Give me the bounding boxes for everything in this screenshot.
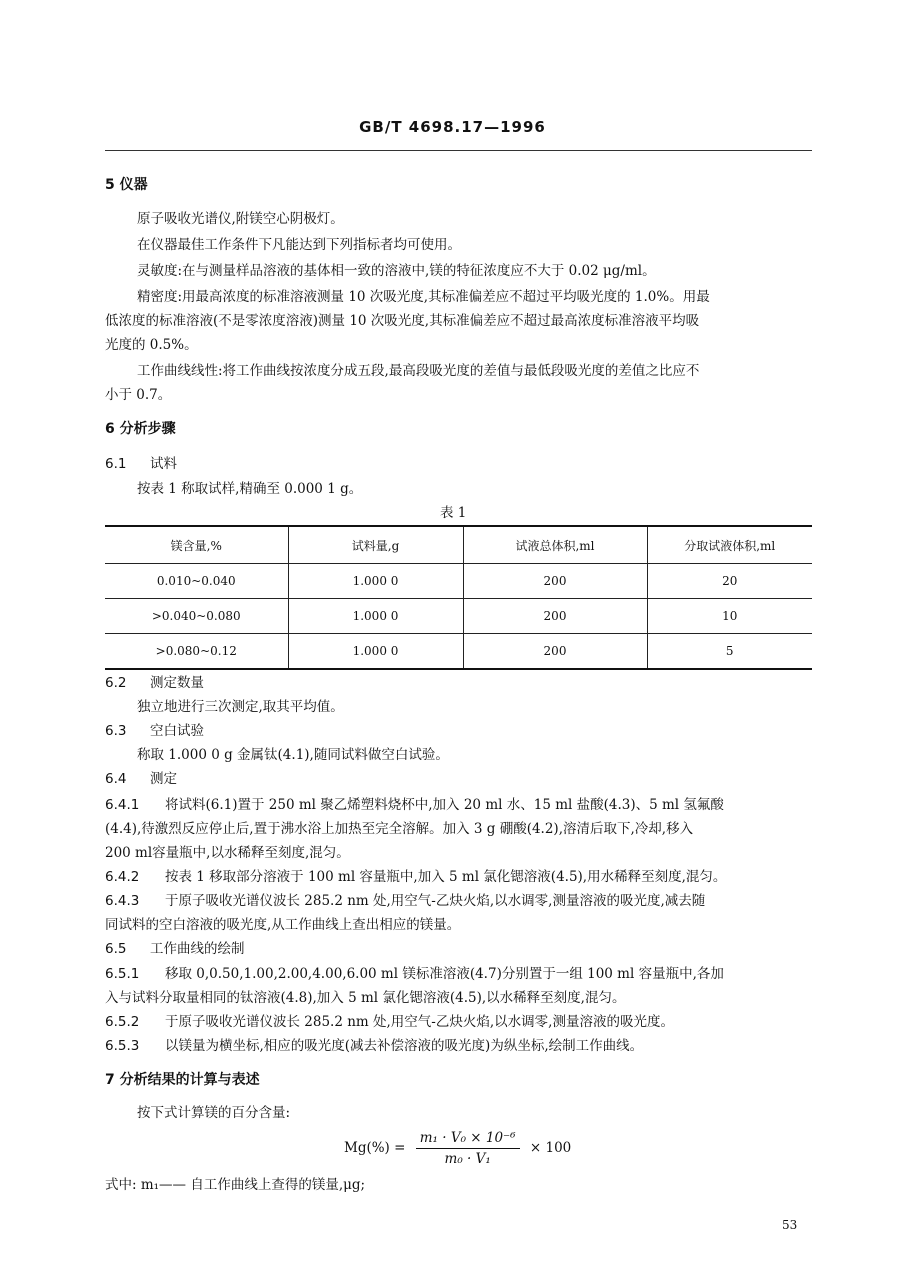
header-rule [105, 150, 812, 151]
table-header-sample-mass: 试料量,g [288, 527, 463, 564]
sec6-5-1-line-2: 入与试料分取量相同的钛溶液(4.8),加入 5 ml 氯化锶溶液(4.5),以水稀释至刻度,混匀。 [105, 990, 626, 1006]
sec6-4-3-line-1: 于原子吸收光谱仪波长 285.2 nm 处,用空气-乙炔火焰,以水调零,测量溶液的吸光度,减去随 [165, 893, 706, 909]
sec6-4-2-line-1: 按表 1 移取部分溶液于 100 ml 容量瓶中,加入 5 ml 氯化锶溶液(4.5),用水稀释至刻度,混匀。 [165, 869, 727, 885]
section-6-4-3-number: 6.4.3 [105, 893, 140, 909]
table-cell: 5 [647, 634, 812, 670]
section-6-5-1-number: 6.5.1 [105, 966, 140, 982]
table-row [105, 634, 812, 670]
section-6-3-title: 空白试验 [150, 723, 204, 739]
sec6-1-paragraph: 按表 1 称取试样,精确至 0.000 1 g。 [137, 481, 363, 497]
table-header-mg-content: 镁含量,% [105, 527, 288, 564]
table-cell: 200 [463, 599, 647, 634]
table-header-aliquot-volume: 分取试液体积,ml [647, 527, 812, 564]
formula [344, 1130, 571, 1167]
sec5-paragraph-5-line-2: 小于 0.7。 [105, 387, 172, 403]
section-6-3-number: 6.3 [105, 723, 127, 739]
sec5-paragraph-5-line-1: 工作曲线线性:将工作曲线按浓度分成五段,最高段吸光度的差值与最低段吸光度的差值之比应不 [137, 363, 700, 379]
sec5-paragraph-4-line-3: 光度的 0.5%。 [105, 337, 198, 353]
table-1 [105, 527, 812, 670]
section-6-5-2-number: 6.5.2 [105, 1014, 140, 1030]
table-cell: 1.000 0 [288, 599, 463, 634]
table-row [105, 599, 812, 634]
section-6-5-number: 6.5 [105, 941, 127, 957]
sec6-5-1-line-1: 移取 0,0.50,1.00,2.00,4.00,6.00 ml 镁标准溶液(4.7)分别置于一组 100 ml 容量瓶中,各加 [165, 966, 724, 982]
section-6-5-3-number: 6.5.3 [105, 1038, 140, 1054]
table-cell: >0.040~0.080 [105, 599, 288, 634]
section-6-title: 6 分析步骤 [105, 421, 176, 437]
section-5-title: 5 仪器 [105, 177, 148, 193]
sec7-intro: 按下式计算镁的百分含量: [137, 1105, 291, 1121]
sec6-5-3-line-1: 以镁量为横坐标,相应的吸光度(减去补偿溶液的吸光度)为纵坐标,绘制工作曲线。 [165, 1038, 644, 1054]
section-6-4-1-number: 6.4.1 [105, 797, 140, 813]
table-row [105, 564, 812, 599]
table-cell: 20 [647, 564, 812, 599]
sec6-4-3-line-2: 同试料的空白溶液的吸光度,从工作曲线上查出相应的镁量。 [105, 917, 461, 933]
document-header: GB/T 4698.17—1996 [359, 118, 546, 136]
formula-where-line: 式中: m₁—— 自工作曲线上查得的镁量,μg; [105, 1177, 366, 1193]
table-cell: >0.080~0.12 [105, 634, 288, 670]
sec5-paragraph-3: 灵敏度:在与测量样品溶液的基体相一致的溶液中,镁的特征浓度应不大于 0.02 μg/ml。 [137, 263, 656, 279]
table-cell: 10 [647, 599, 812, 634]
section-6-2-title: 测定数量 [150, 675, 204, 691]
sec5-paragraph-4-line-1: 精密度:用最高浓度的标准溶液测量 10 次吸光度,其标准偏差应不超过平均吸光度的 1.0%。用最 [137, 289, 710, 305]
table-cell: 0.010~0.040 [105, 564, 288, 599]
sec5-paragraph-1: 原子吸收光谱仪,附镁空心阴极灯。 [137, 211, 344, 227]
sec5-paragraph-2: 在仪器最佳工作条件下凡能达到下列指标者均可使用。 [137, 237, 461, 253]
formula-fraction [416, 1130, 520, 1167]
sec6-4-1-line-1: 将试料(6.1)置于 250 ml 聚乙烯塑料烧杯中,加入 20 ml 水、15 ml 盐酸(4.3)、5 ml 氢氟酸 [165, 797, 724, 813]
page-number: 53 [782, 1218, 798, 1232]
table-cell: 1.000 0 [288, 634, 463, 670]
section-6-5-title: 工作曲线的绘制 [150, 941, 245, 957]
table-cell: 1.000 0 [288, 564, 463, 599]
sec6-4-1-line-2: (4.4),待激烈反应停止后,置于沸水浴上加热至完全溶解。加入 3 g 硼酸(4.2),溶清后取下,冷却,移入 [105, 821, 694, 837]
formula-denominator: m₀ · V₁ [444, 1151, 491, 1167]
section-7-title: 7 分析结果的计算与表述 [105, 1072, 260, 1088]
sec6-5-2-line-1: 于原子吸收光谱仪波长 285.2 nm 处,用空气-乙炔火焰,以水调零,测量溶液的吸光度。 [165, 1014, 674, 1030]
sec6-2-paragraph: 独立地进行三次测定,取其平均值。 [137, 699, 344, 715]
table-caption: 表 1 [440, 505, 467, 521]
table-cell: 200 [463, 564, 647, 599]
table-header-total-volume: 试液总体积,ml [463, 527, 647, 564]
formula-numerator: m₁ · V₀ × 10⁻⁶ [416, 1130, 520, 1149]
sec6-3-paragraph: 称取 1.000 0 g 金属钛(4.1),随同试料做空白试验。 [137, 747, 449, 763]
section-6-1-number: 6.1 [105, 456, 127, 472]
section-6-4-2-number: 6.4.2 [105, 869, 140, 885]
section-6-4-number: 6.4 [105, 771, 127, 787]
section-6-4-title: 测定 [150, 771, 177, 787]
sec5-paragraph-4-line-2: 低浓度的标准溶液(不是零浓度溶液)测量 10 次吸光度,其标准偏差应不超过最高浓度标准溶液平均吸 [105, 313, 700, 329]
section-6-2-number: 6.2 [105, 675, 127, 691]
table-cell: 200 [463, 634, 647, 670]
section-6-1-title: 试料 [150, 456, 177, 472]
formula-rhs: × 100 [529, 1140, 572, 1156]
formula-lhs: Mg(%) = [344, 1140, 406, 1156]
sec6-4-1-line-3: 200 ml容量瓶中,以水稀释至刻度,混匀。 [105, 845, 350, 861]
